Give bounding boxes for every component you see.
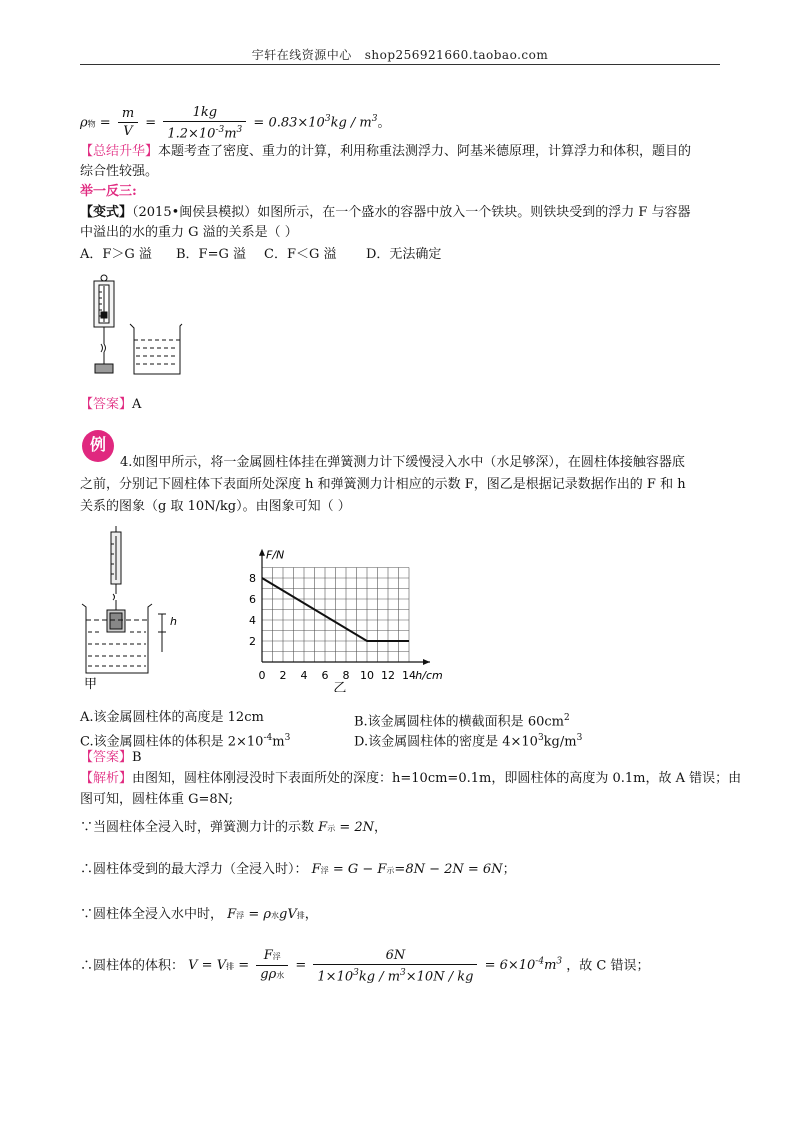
y-tick-label: 8: [249, 572, 256, 585]
example-answer-tag: 【答案】: [80, 750, 133, 765]
variant-option-b: B．F=G 溢: [176, 247, 246, 262]
figure-jia: [80, 522, 200, 692]
example-badge: 例: [82, 430, 114, 462]
chart-grid: [262, 568, 409, 663]
depth-label: h: [170, 615, 177, 628]
example-option-a: A.该金属圆柱体的高度是 12cm: [80, 710, 264, 725]
header-shop: shop256921660.taobao.com: [364, 48, 549, 62]
variant-option-c: C．F＜G 溢: [264, 247, 337, 262]
chart-ylabel: F/N: [266, 548, 285, 562]
variant-line-1: 【变式】（2015•闽侯县模拟）如图所示，在一个盛水的容器中放入一个铁块。则铁块受到的浮力 F 与容器: [80, 205, 691, 220]
x-tick-label: 8: [342, 669, 350, 682]
example-option-c: C.该金属圆柱体的体积是 $2\times 10^{-4}m^3$: [80, 733, 291, 750]
variant-answer: 【答案】A: [80, 397, 142, 412]
analysis-step-3: ∵圆柱体全浸入水中时， F浮 = ρ水gV排，: [80, 907, 318, 922]
example-option-b: B.该金属圆柱体的横截面积是 $60cm^2$: [354, 713, 570, 730]
figure-jia-label: 甲: [84, 677, 98, 692]
x-tick-label: 6: [321, 669, 329, 682]
variant-answer-tag: 【答案】: [80, 397, 133, 412]
analysis-line-2: 图可知，圆柱体重 G=8N;: [80, 792, 233, 807]
variant-line-2: 中溢出的水的重力 G 溢的关系是（ ）: [80, 225, 298, 240]
x-tick-label: 0: [258, 669, 266, 682]
example-line-1: 4.如图甲所示，将一金属圆柱体挂在弹簧测力计下缓慢浸入水中（水足够深），在圆柱体接触容器底: [120, 455, 685, 470]
summary-line-2: 综合性较强。: [80, 164, 159, 179]
beaker-icon: [130, 324, 182, 374]
chart-axes: [259, 549, 430, 665]
x-tick-label: 12: [381, 669, 395, 682]
analysis-step-1: ∵当圆柱体全浸入时，弹簧测力计的示数 F示 = 2N，: [80, 820, 388, 835]
density-formula: ρ物 = $\frac{m}{V}$ = $\frac{1kg}{1.2\times 10^{-3}m^3}$ = $0.83\times 10^3kg / m^3$。: [80, 104, 391, 141]
chart-xlabel: h/cm: [415, 669, 443, 682]
x-tick-label: 10: [360, 669, 374, 682]
section-title: 举一反三:: [80, 184, 137, 199]
x-tick-label: 4: [300, 669, 308, 682]
analysis-line-1: 【解析】由图知，圆柱体刚浸没时下表面所处的深度：h=10cm=0.1m，即圆柱体的高度为 0.1m，故 A 错误；由: [80, 771, 742, 786]
variant-tag: 【变式】: [80, 205, 133, 220]
variant-option-d: D．无法确定: [366, 247, 442, 262]
variant-figure: [82, 272, 192, 382]
analysis-step-2: ∴圆柱体受到的最大浮力（全浸入时）： F浮 = G − F示=8N − 2N = 6N；: [80, 862, 516, 877]
page-header: [80, 46, 720, 63]
example-line-3: 关系的图象（g 取 10N/kg）。由图象可知（ ）: [80, 499, 351, 514]
variant-option-a: A．F＞G 溢: [80, 247, 152, 262]
summary-line-1: 【总结升华】本题考查了密度、重力的计算，利用称重法测浮力、阿基米德原理，计算浮力和体积，题目的: [80, 144, 692, 159]
y-tick-label: 6: [249, 593, 256, 606]
x-axis-arrow: [423, 659, 430, 665]
y-tick-label: 2: [249, 635, 256, 648]
example-answer: 【答案】B: [80, 750, 142, 765]
example-line-2: 之前，分别记下圆柱体下表面所处深度 h 和弹簧测力计相应的示数 F，图乙是根据记录数据作出的 F 和 h: [80, 477, 686, 492]
force-depth-chart: [240, 512, 520, 692]
analysis-tag: 【解析】: [80, 771, 133, 786]
x-tick-label: 14: [402, 669, 416, 682]
y-tick-label: 4: [249, 614, 256, 627]
header-rule: [80, 64, 720, 65]
example-option-d: D.该金属圆柱体的密度是 $4\times 10^3kg/m^3$: [354, 733, 583, 750]
spring-scale-icon: [94, 275, 114, 373]
header-site: 宇轩在线资源中心: [251, 48, 352, 62]
summary-tag: 【总结升华】: [80, 144, 159, 159]
chart-caption: 乙: [333, 681, 347, 692]
y-axis-arrow: [259, 549, 265, 556]
analysis-step-4: ∴圆柱体的体积： V = V排 = $\frac{\text{F浮}}{\text{gρ水}}$ = $\frac{6N}{1\times 10^3kg / m^3\times 10N / kg}$ = $6\times 10^{-4}m^3$ ，故 C 错误；: [80, 947, 650, 984]
x-tick-label: 2: [279, 669, 287, 682]
